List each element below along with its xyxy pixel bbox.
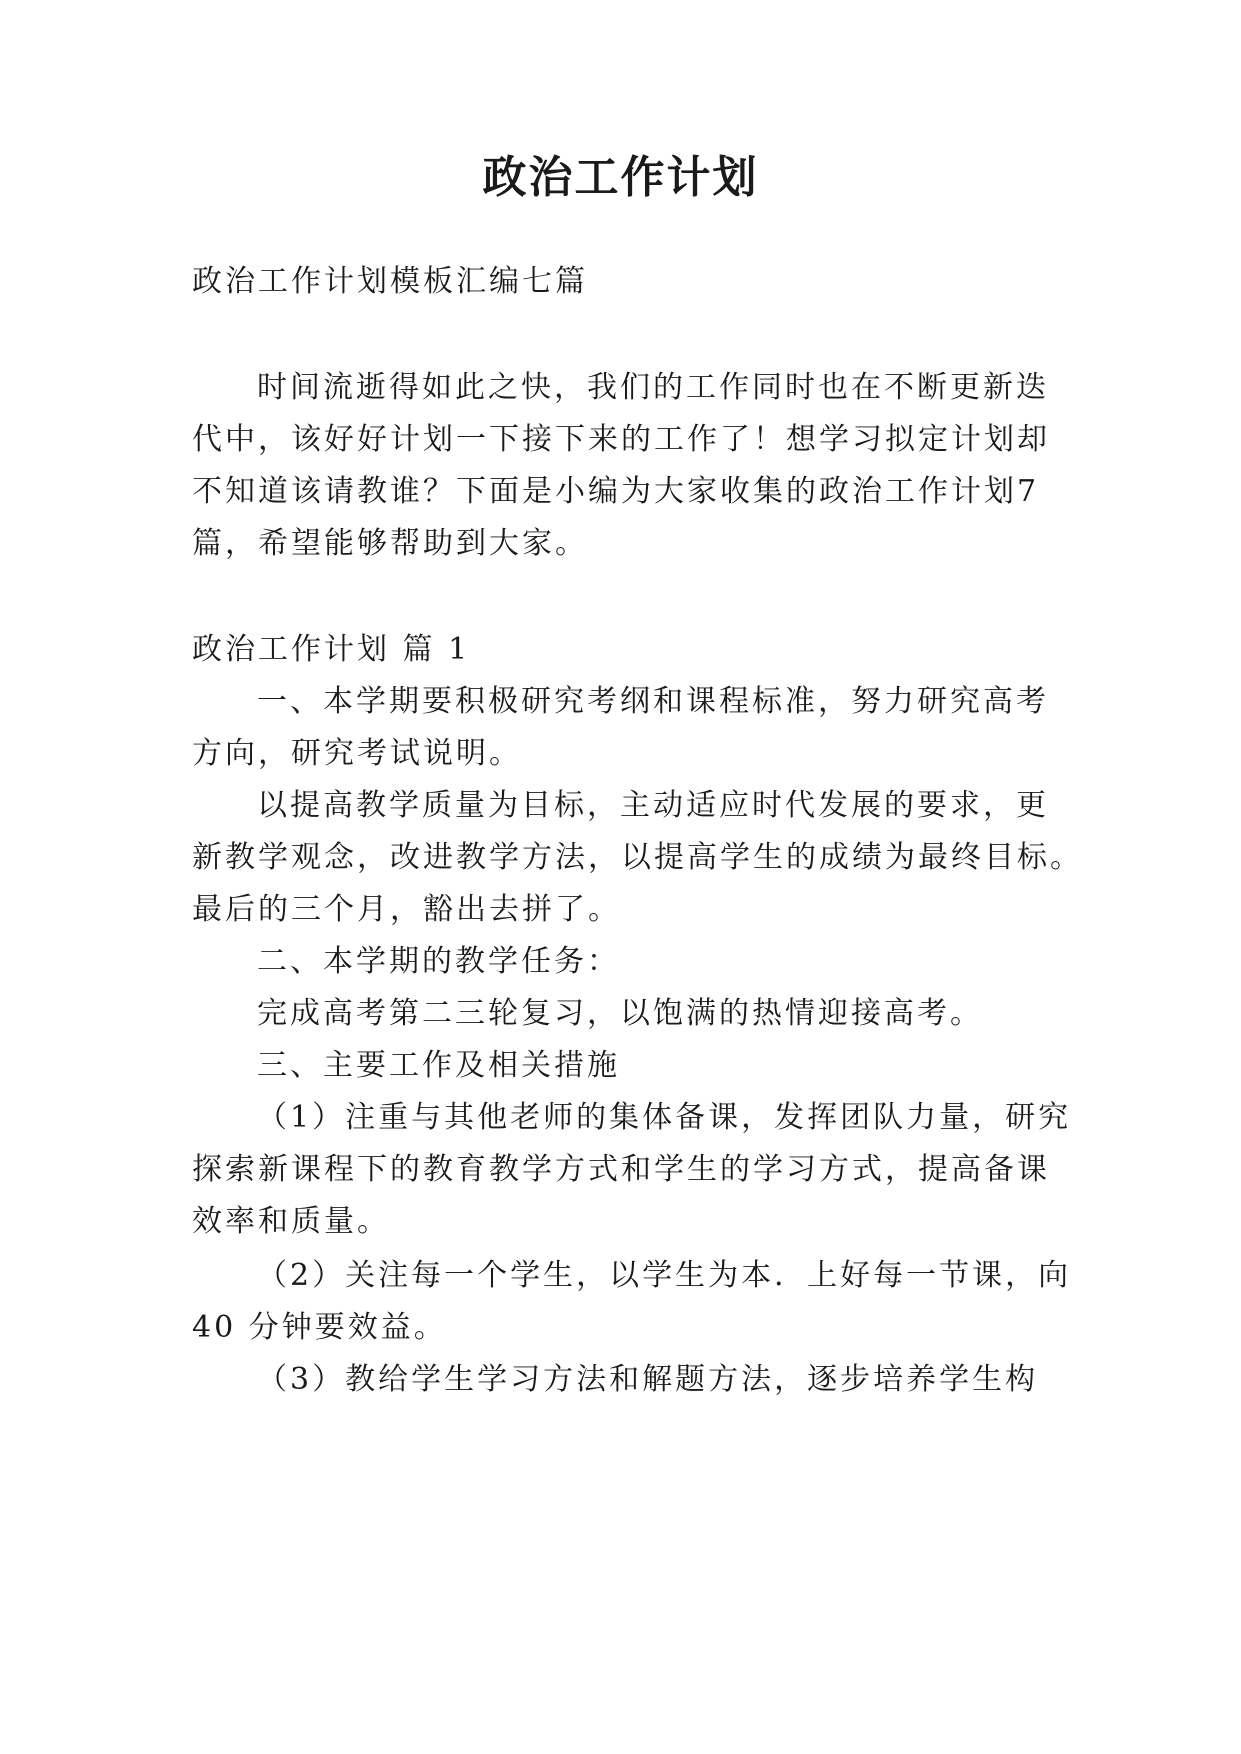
paragraph-line: 40 分钟要效益。 [192, 1310, 447, 1345]
paragraph-line: 三、主要工作及相关措施 [257, 1048, 620, 1083]
paragraph-line: 完成高考第二三轮复习，以饱满的热情迎接高考。 [257, 996, 983, 1031]
intro-line-4: 篇，希望能够帮助到大家。 [192, 526, 588, 561]
paragraph-line: （1）注重与其他老师的集体备课，发挥团队力量，研究 [257, 1100, 1072, 1135]
paragraph-line: 一、本学期要积极研究考纲和课程标准，努力研究高考 [257, 684, 1049, 719]
paragraph-line: 方向，研究考试说明。 [192, 736, 522, 771]
paragraph-line: （2）关注每一个学生，以学生为本．上好每一节课，向 [257, 1258, 1072, 1293]
section-heading: 政治工作计划 篇 1 [192, 632, 471, 667]
intro-line-3: 不知道该请教谁？下面是小编为大家收集的政治工作计划7 [192, 474, 1040, 509]
document-title: 政治工作计划 [482, 152, 759, 203]
paragraph-line: 新教学观念，改进教学方法，以提高学生的成绩为最终目标。 [192, 840, 1083, 875]
intro-line-2: 代中，该好好计划一下接下来的工作了！想学习拟定计划却 [192, 422, 1050, 457]
paragraph-line: 最后的三个月，豁出去拼了。 [192, 892, 621, 927]
intro-line-1: 时间流逝得如此之快，我们的工作同时也在不断更新迭 [257, 370, 1049, 405]
paragraph-line: （3）教给学生学习方法和解题方法，逐步培养学生构 [257, 1362, 1039, 1397]
paragraph-line: 以提高教学质量为目标，主动适应时代发展的要求，更 [257, 788, 1049, 823]
document-subtitle: 政治工作计划模板汇编七篇 [192, 264, 588, 299]
paragraph-line: 二、本学期的教学任务： [257, 944, 620, 979]
paragraph-line: 效率和质量。 [192, 1204, 390, 1239]
paragraph-line: 探索新课程下的教育教学方式和学生的学习方式，提高备课 [192, 1152, 1050, 1187]
